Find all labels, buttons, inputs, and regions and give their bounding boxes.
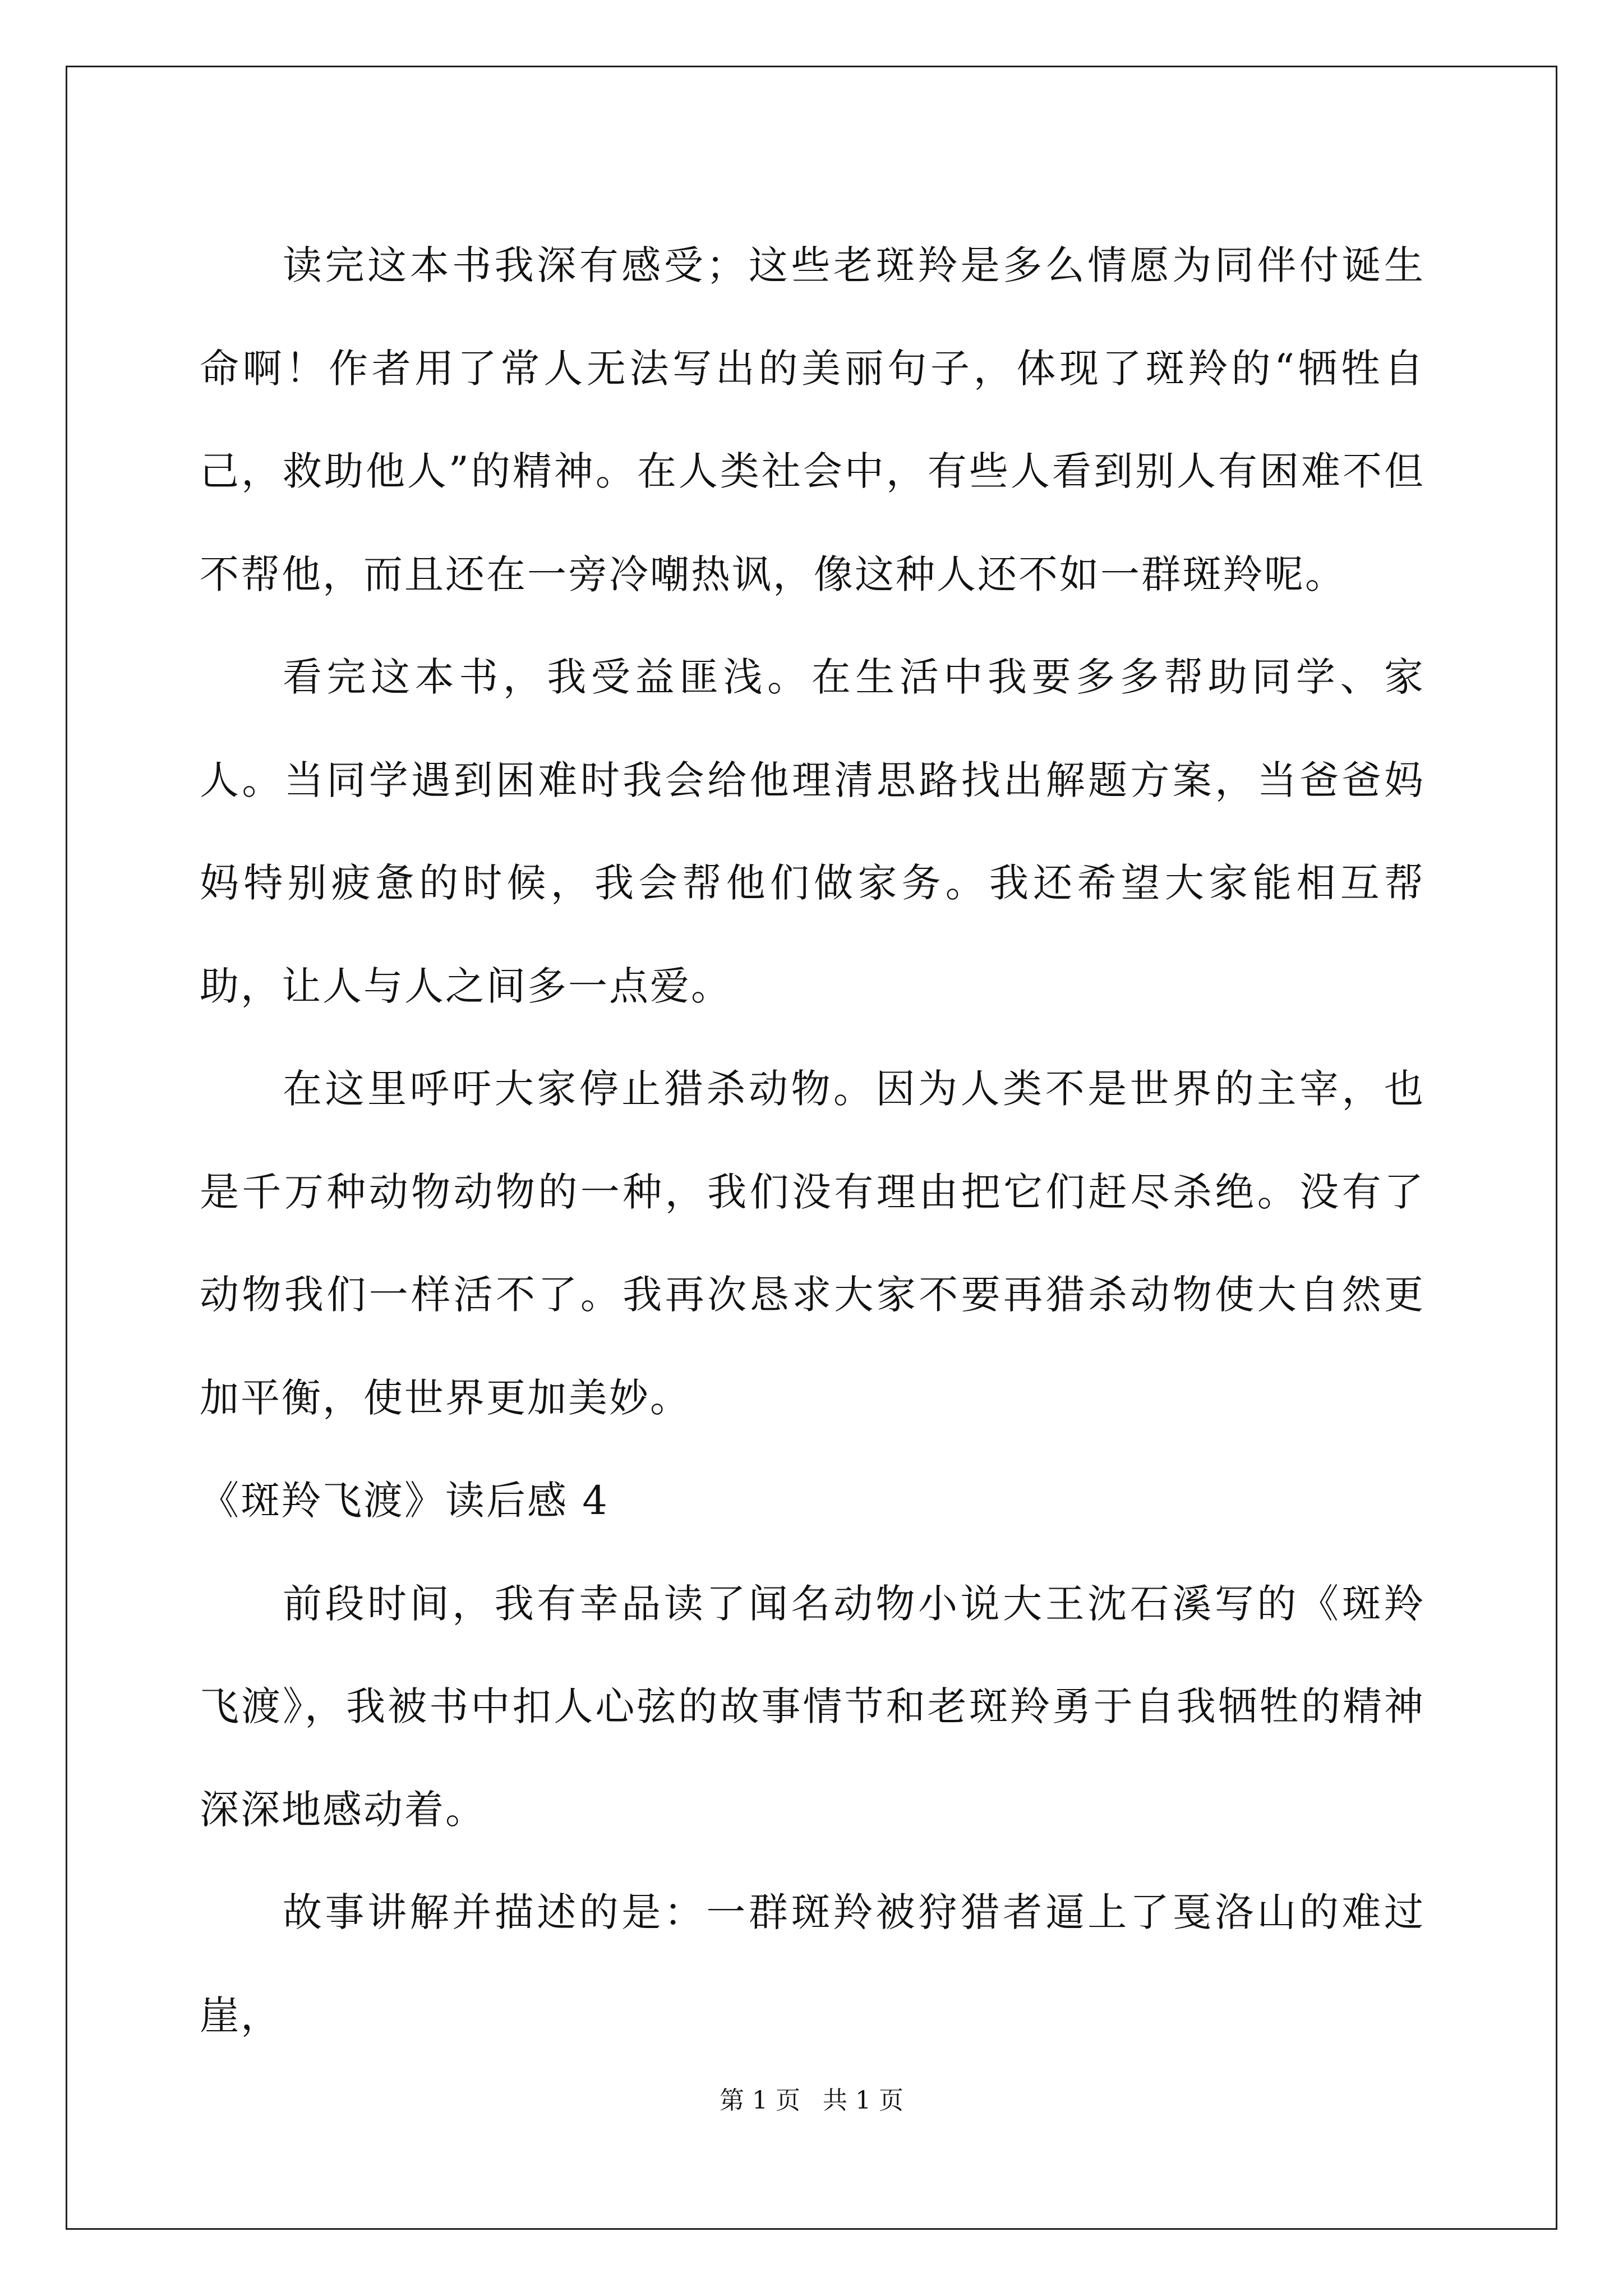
paragraph-3: 在这里呼吁大家停止猎杀动物。因为人类不是世界的主宰，也是千万种动物动物的一种，我们没有理由把它们赶尽杀绝。没有了动物我们一样活不了。我再次恳求大家不要再猎杀动物使大自然更加平衡，使世界更加美妙。 — [200, 1066, 1425, 1421]
paragraph-4: 前段时间，我有幸品读了闻名动物小说大王沈石溪写的《斑羚飞渡》，我被书中扣人心弦的故事情节和老斑羚勇于自我牺牲的精神深深地感动着。 — [200, 1580, 1425, 1833]
page-total: 共 1 页 — [823, 2086, 903, 2115]
section-heading: 《斑羚飞渡》读后感 4 — [200, 1478, 609, 1524]
page-footer — [0, 2084, 1623, 2118]
paragraph-2: 看完这本书，我受益匪浅。在生活中我要多多帮助同学、家人。当同学遇到困难时我会给他理清思路找出解题方案，当爸爸妈妈特别疲惫的时候，我会帮他们做家务。我还希望大家能相互帮助，让人与人之间多一点爱。 — [200, 654, 1425, 1009]
document-body — [200, 214, 1425, 2067]
paragraph-1: 读完这本书我深有感受；这些老斑羚是多么情愿为同伴付诞生命啊！作者用了常人无法写出的美丽句子，体现了斑羚的“牺牲自己，救助他人”的精神。在人类社会中，有些人看到别人有困难不但不帮他，而且还在一旁冷嘲热讽，像这种人还不如一群斑羚呢。 — [200, 242, 1425, 597]
paragraph-5: 故事讲解并描述的是：一群斑羚被狩猎者逼上了戛洛山的难过崖， — [200, 1889, 1425, 2039]
page-number: 第 1 页 — [720, 2086, 800, 2115]
